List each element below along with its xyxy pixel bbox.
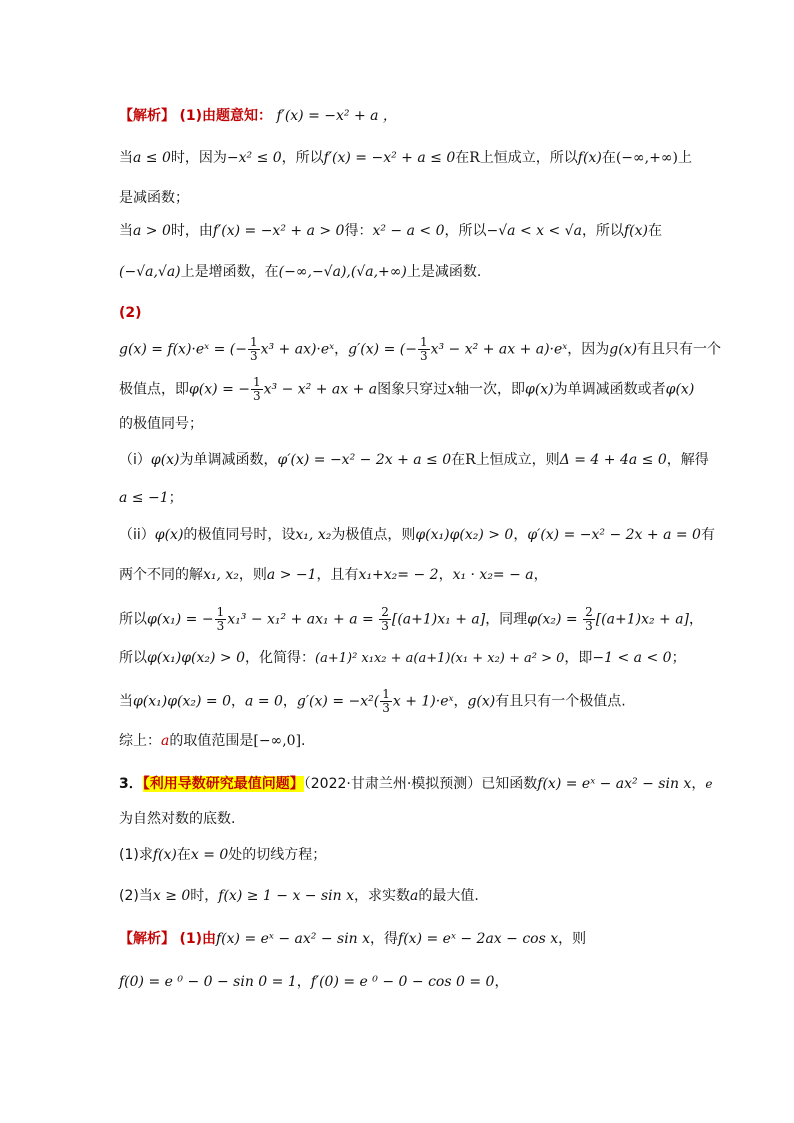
part-1-lead: (1)由题意知：	[179, 108, 272, 124]
fraction	[379, 606, 391, 633]
denominator: 3	[216, 619, 225, 633]
formula: x₁, x₂	[295, 527, 332, 543]
solution-line-4	[119, 221, 662, 241]
solution-line-3	[119, 188, 189, 208]
text: 在	[451, 452, 466, 468]
formula: (a+1)² x₁x₂ + a(a+1)(x₁ + x₂) + a² > 0	[315, 651, 565, 666]
formula: φ(x₁) = −	[147, 611, 214, 628]
text: ，得	[370, 931, 399, 947]
solution-3-line-2	[119, 972, 508, 992]
text: 有且只有一个极值点.	[495, 693, 626, 710]
formula: φ(x) = −	[189, 381, 250, 398]
text: 所以	[119, 650, 147, 666]
formula: g(x) = f(x)·eˣ =	[119, 341, 230, 358]
numerator: 1	[252, 375, 261, 389]
formula: x³ − x² + ax + a)·eˣ	[430, 341, 568, 358]
text: 综上：	[119, 733, 161, 749]
text: 时，由	[170, 223, 213, 239]
numerator: 1	[382, 687, 390, 701]
text: 得：	[344, 223, 373, 239]
formula: φ(x)	[665, 381, 695, 398]
formula: x + 1)·eˣ	[392, 693, 454, 710]
denominator: 3	[252, 389, 261, 403]
analysis-tag: 【解析】	[119, 931, 175, 947]
formula: (−∞,−√a),(√a,+∞)	[278, 264, 407, 280]
solution-line-15	[119, 648, 686, 669]
numerator: 2	[381, 605, 389, 619]
formula: x₁+x₂= − 2	[358, 567, 439, 583]
formula: e	[705, 777, 713, 791]
text: (1)求	[119, 847, 153, 863]
formula: f′(x) = −x² + a > 0	[212, 223, 345, 239]
text: ；	[671, 650, 686, 666]
fraction	[418, 336, 430, 363]
text: 的极值同号时，设	[183, 527, 296, 543]
formula: φ(x)	[150, 452, 180, 468]
text: 处的切线方程；	[228, 847, 327, 863]
denominator: 3	[381, 619, 389, 633]
solution-line-1	[119, 106, 397, 126]
formula: g(x)	[609, 341, 638, 358]
text: ，化简得：	[245, 650, 316, 666]
formula: −x² ≤ 0	[226, 150, 282, 166]
numerator: 1	[216, 605, 225, 619]
formula: x³ − x² + ax + a	[263, 381, 378, 398]
formula: f(0) = e ⁰ − 0 − sin 0 = 1	[119, 974, 297, 990]
topic-tag: 【利用导数研究最值问题】	[142, 776, 304, 792]
text: 时，因为	[170, 150, 227, 166]
formula: φ(x₁)φ(x₂) > 0	[147, 650, 246, 666]
solution-line-13	[119, 565, 548, 585]
denominator: 3	[419, 349, 428, 363]
solution-line-10	[119, 450, 709, 470]
denominator: 3	[585, 619, 593, 633]
solution-line-17	[119, 731, 306, 751]
text: 上恒成立，则	[475, 452, 560, 468]
text: ，且有	[316, 567, 359, 583]
denominator: 3	[249, 349, 258, 363]
numerator: 2	[585, 605, 593, 619]
solution-line-11	[119, 488, 183, 508]
solution-line-7	[119, 336, 721, 363]
text: 为自然对数的底数.	[119, 811, 236, 827]
question-3-part-2	[119, 886, 479, 906]
formula: a > 0	[133, 223, 171, 239]
formula: R	[465, 452, 476, 468]
text: ，	[438, 567, 453, 583]
fraction	[215, 606, 227, 633]
derivative-formula: f′(x) = −x² + a ，	[276, 108, 397, 124]
formula: Δ = 4 + 4a ≤ 0	[559, 452, 667, 468]
text: ，	[691, 776, 706, 792]
formula: x	[447, 381, 456, 398]
fraction	[248, 336, 260, 363]
text: ，同理	[485, 611, 528, 628]
variable-a: a	[161, 733, 170, 749]
text: 两个不同的解	[119, 567, 203, 583]
text: ，	[533, 567, 548, 583]
text: .	[301, 733, 306, 749]
solution-line-2	[119, 148, 692, 168]
formula: x₁, x₂	[203, 567, 239, 583]
formula: g′(x) =	[348, 341, 400, 358]
formula: (−∞,+∞)	[615, 150, 678, 166]
solution-line-12	[119, 525, 715, 545]
text: ；	[168, 490, 183, 506]
question-3-part-1	[119, 845, 326, 865]
text: 当	[119, 693, 133, 710]
text: ，	[334, 341, 349, 358]
formula: a ≤ 0	[133, 150, 171, 166]
text: ，	[513, 527, 528, 543]
text: 在	[647, 223, 662, 239]
text: 所以	[119, 611, 147, 628]
text: 当	[119, 150, 133, 166]
text: 当	[119, 223, 133, 239]
analysis-tag: 【解析】	[119, 108, 175, 124]
formula: (−	[229, 341, 247, 358]
solution-line-16	[119, 688, 626, 715]
formula: a > −1	[266, 567, 317, 583]
text: 上	[677, 150, 692, 166]
formula: x² − a < 0	[372, 223, 445, 239]
formula: −1 < a < 0	[592, 650, 672, 666]
formula: φ(x₁)φ(x₂) = 0	[133, 693, 232, 710]
text: 上是减函数.	[406, 264, 482, 280]
text: ，所以	[581, 223, 624, 239]
text: 的取值范围是	[169, 733, 254, 749]
formula: [(a+1)x₁ + a]	[391, 611, 486, 628]
numerator: 1	[419, 335, 428, 349]
formula: a = 0	[245, 693, 283, 710]
text: ，则	[238, 567, 267, 583]
solution-line-5	[119, 262, 481, 282]
formula: x₁³ − x₁² + ax₁ + a =	[227, 611, 379, 628]
numerator: 1	[249, 335, 258, 349]
solution-line-6	[119, 303, 142, 323]
text: ，	[282, 693, 297, 710]
formula: (	[373, 693, 380, 710]
fraction	[251, 376, 263, 403]
solution-3-line-1	[119, 929, 586, 949]
formula: f(x)	[623, 223, 648, 239]
formula: f(x) ≥ 1 − x − sin x	[218, 888, 355, 904]
text: ，所以	[444, 223, 487, 239]
formula: g(x)	[467, 693, 496, 710]
source-text: （2022·甘肃兰州·模拟预测）已知函数	[303, 776, 538, 792]
formula: x ≥ 0	[152, 888, 191, 904]
solution-line-9	[119, 414, 203, 434]
solution-line-14	[119, 606, 703, 633]
question-3-line-1	[119, 774, 712, 794]
solution-line-8	[119, 376, 694, 403]
text: ，则	[558, 931, 587, 947]
formula: φ(x)	[525, 381, 554, 398]
question-3-line-2	[119, 809, 235, 829]
text: （ii）	[119, 527, 155, 543]
text: 的最大值.	[418, 888, 479, 904]
formula: [−∞,0]	[253, 733, 302, 749]
formula: φ′(x) = −x² − 2x + a = 0	[527, 527, 701, 543]
denominator: 3	[382, 701, 390, 715]
text: 在	[601, 150, 616, 166]
formula: f′(0) = e ⁰ − 0 − cos 0 = 0	[310, 974, 495, 990]
fraction	[583, 606, 595, 633]
text: ，求实数	[354, 888, 411, 904]
formula: f(x) = eˣ − ax² − sin x	[216, 931, 371, 947]
text: 有且只有一个	[637, 341, 722, 358]
text: 极值点，即	[119, 381, 189, 398]
text: (2)当	[119, 888, 153, 904]
text: ，	[494, 974, 509, 990]
formula: −√a < x < √a	[486, 223, 582, 239]
text: 的极值同号；	[119, 416, 203, 432]
formula: [(a+1)x₂ + a]	[595, 611, 690, 628]
text: ，即	[564, 650, 593, 666]
text: 为单调减函数，	[179, 452, 278, 468]
formula: f(x) = eˣ − 2ax − cos x	[398, 931, 559, 947]
text: 为极值点，则	[331, 527, 416, 543]
formula: a ≤ −1	[119, 490, 169, 506]
text: ，解得	[666, 452, 709, 468]
formula: φ(x₁)φ(x₂) > 0	[415, 527, 514, 543]
formula: x₁ · x₂= − a	[452, 567, 534, 583]
text: 为单调减函数或者	[553, 381, 666, 398]
question-number: 3．	[119, 776, 143, 792]
text: ，	[453, 693, 468, 710]
part-1-lead: (1)由	[179, 931, 216, 947]
formula: x = 0	[190, 847, 229, 863]
formula: φ(x₂) =	[527, 611, 583, 628]
formula: a	[410, 888, 419, 904]
formula: f(x)	[577, 150, 602, 166]
text: ，	[231, 693, 246, 710]
formula: (−	[399, 341, 417, 358]
text: 是减函数；	[119, 190, 189, 206]
text: 轴一次，即	[455, 381, 526, 398]
text: 在	[176, 847, 191, 863]
formula: R	[469, 150, 480, 166]
text: 有	[700, 527, 715, 543]
formula: (−√a,√a)	[119, 264, 181, 280]
formula: f(x)	[152, 847, 177, 863]
text: ，	[689, 611, 704, 628]
text: 图象只穿过	[377, 381, 448, 398]
formula: f′(x) = −x² + a ≤ 0	[323, 150, 456, 166]
fraction	[380, 688, 392, 715]
text: （i）	[119, 452, 151, 468]
formula: φ(x)	[154, 527, 184, 543]
formula: f(x) = eˣ − ax² − sin x	[537, 776, 692, 792]
formula: g′(x) = −x²	[296, 693, 374, 710]
text: ，	[296, 974, 311, 990]
formula: x³ + ax)·eˣ	[260, 341, 335, 358]
text: 时，	[190, 888, 219, 904]
text: ，因为	[567, 341, 610, 358]
text: 上恒成立，所以	[479, 150, 578, 166]
formula: φ′(x) = −x² − 2x + a ≤ 0	[277, 452, 452, 468]
part-2-label: (2)	[119, 305, 142, 321]
text: 上是增函数，在	[180, 264, 279, 280]
text: 在	[455, 150, 470, 166]
text: ，所以	[281, 150, 324, 166]
